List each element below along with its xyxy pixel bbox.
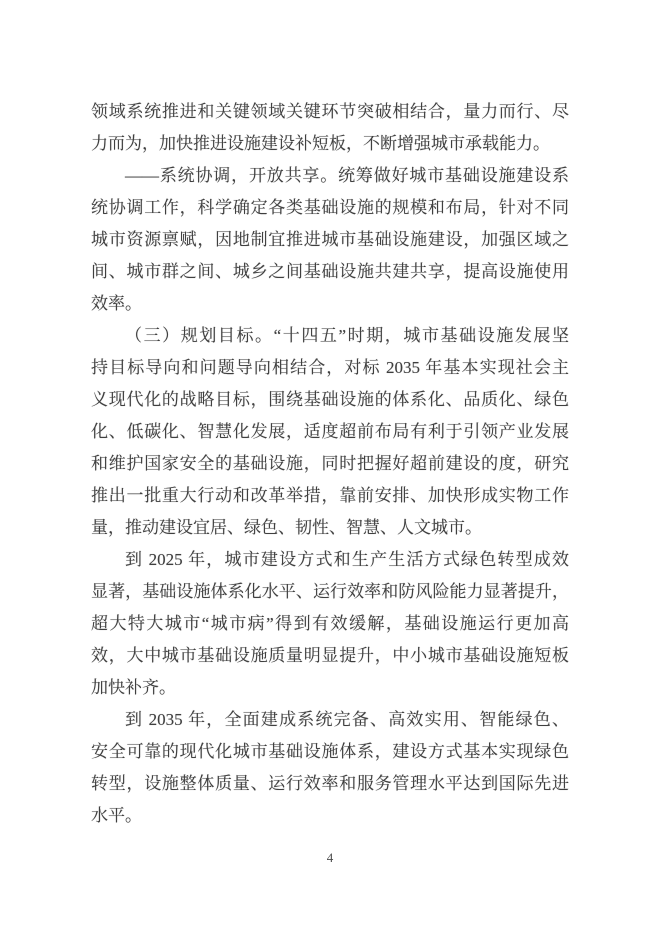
page-number: 4 xyxy=(326,850,334,865)
text-line: 化、低碳化、智慧化发展，适度超前布局有利于引领产业发展 xyxy=(91,422,569,441)
text-line: 城市资源禀赋，因地制宜推进城市基础设施建设，加强区域之 xyxy=(91,230,569,249)
text-line: 安全可靠的现代化城市基础设施体系，建设方式基本实现绿色 xyxy=(91,742,569,761)
text-line: 效，大中城市基础设施质量明显提升，中小城市基础设施短板 xyxy=(91,646,569,665)
text-line: 持目标导向和问题导向相结合，对标 2035 年基本实现社会主 xyxy=(91,358,569,377)
text-line: 和维护国家安全的基础设施，同时把握好超前建设的度，研究 xyxy=(91,454,569,473)
text-line: 到 2025 年，城市建设方式和生产生活方式绿色转型成效 xyxy=(125,550,569,569)
text-line: ——系统协调，开放共享。统筹做好城市基础设施建设系 xyxy=(125,166,569,185)
text-line: 到 2035 年，全面建成系统完备、高效实用、智能绿色、 xyxy=(125,710,569,729)
text-line: 显著，基础设施体系化水平、运行效率和防风险能力显著提升， xyxy=(91,582,569,601)
text-line: 转型，设施整体质量、运行效率和服务管理水平达到国际先进 xyxy=(91,774,569,793)
text-line: 量，推动建设宜居、绿色、韧性、智慧、人文城市。 xyxy=(91,518,482,537)
text-line: 领域系统推进和关键领域关键环节突破相结合，量力而行、尽 xyxy=(91,102,569,121)
text-line: 效率。 xyxy=(91,294,142,313)
text-line: （三）规划目标。“十四五”时期，城市基础设施发展坚 xyxy=(125,326,569,345)
text-line: 推出一批重大行动和改革举措，靠前安排、加快形成实物工作 xyxy=(91,486,569,505)
text-line: 间、城市群之间、城乡之间基础设施共建共享，提高设施使用 xyxy=(91,262,569,281)
text-line: 义现代化的战略目标，围绕基础设施的体系化、品质化、绿色 xyxy=(91,390,569,409)
text-line: 水平。 xyxy=(91,806,142,825)
text-line: 统协调工作，科学确定各类基础设施的规模和布局，针对不同 xyxy=(91,198,569,217)
text-line: 加快补齐。 xyxy=(91,678,176,697)
text-line: 力而为，加快推进设施建设补短板，不断增强城市承载能力。 xyxy=(91,134,550,153)
text-line: 超大特大城市“城市病”得到有效缓解，基础设施运行更加高 xyxy=(91,614,569,633)
body-text xyxy=(91,96,569,832)
